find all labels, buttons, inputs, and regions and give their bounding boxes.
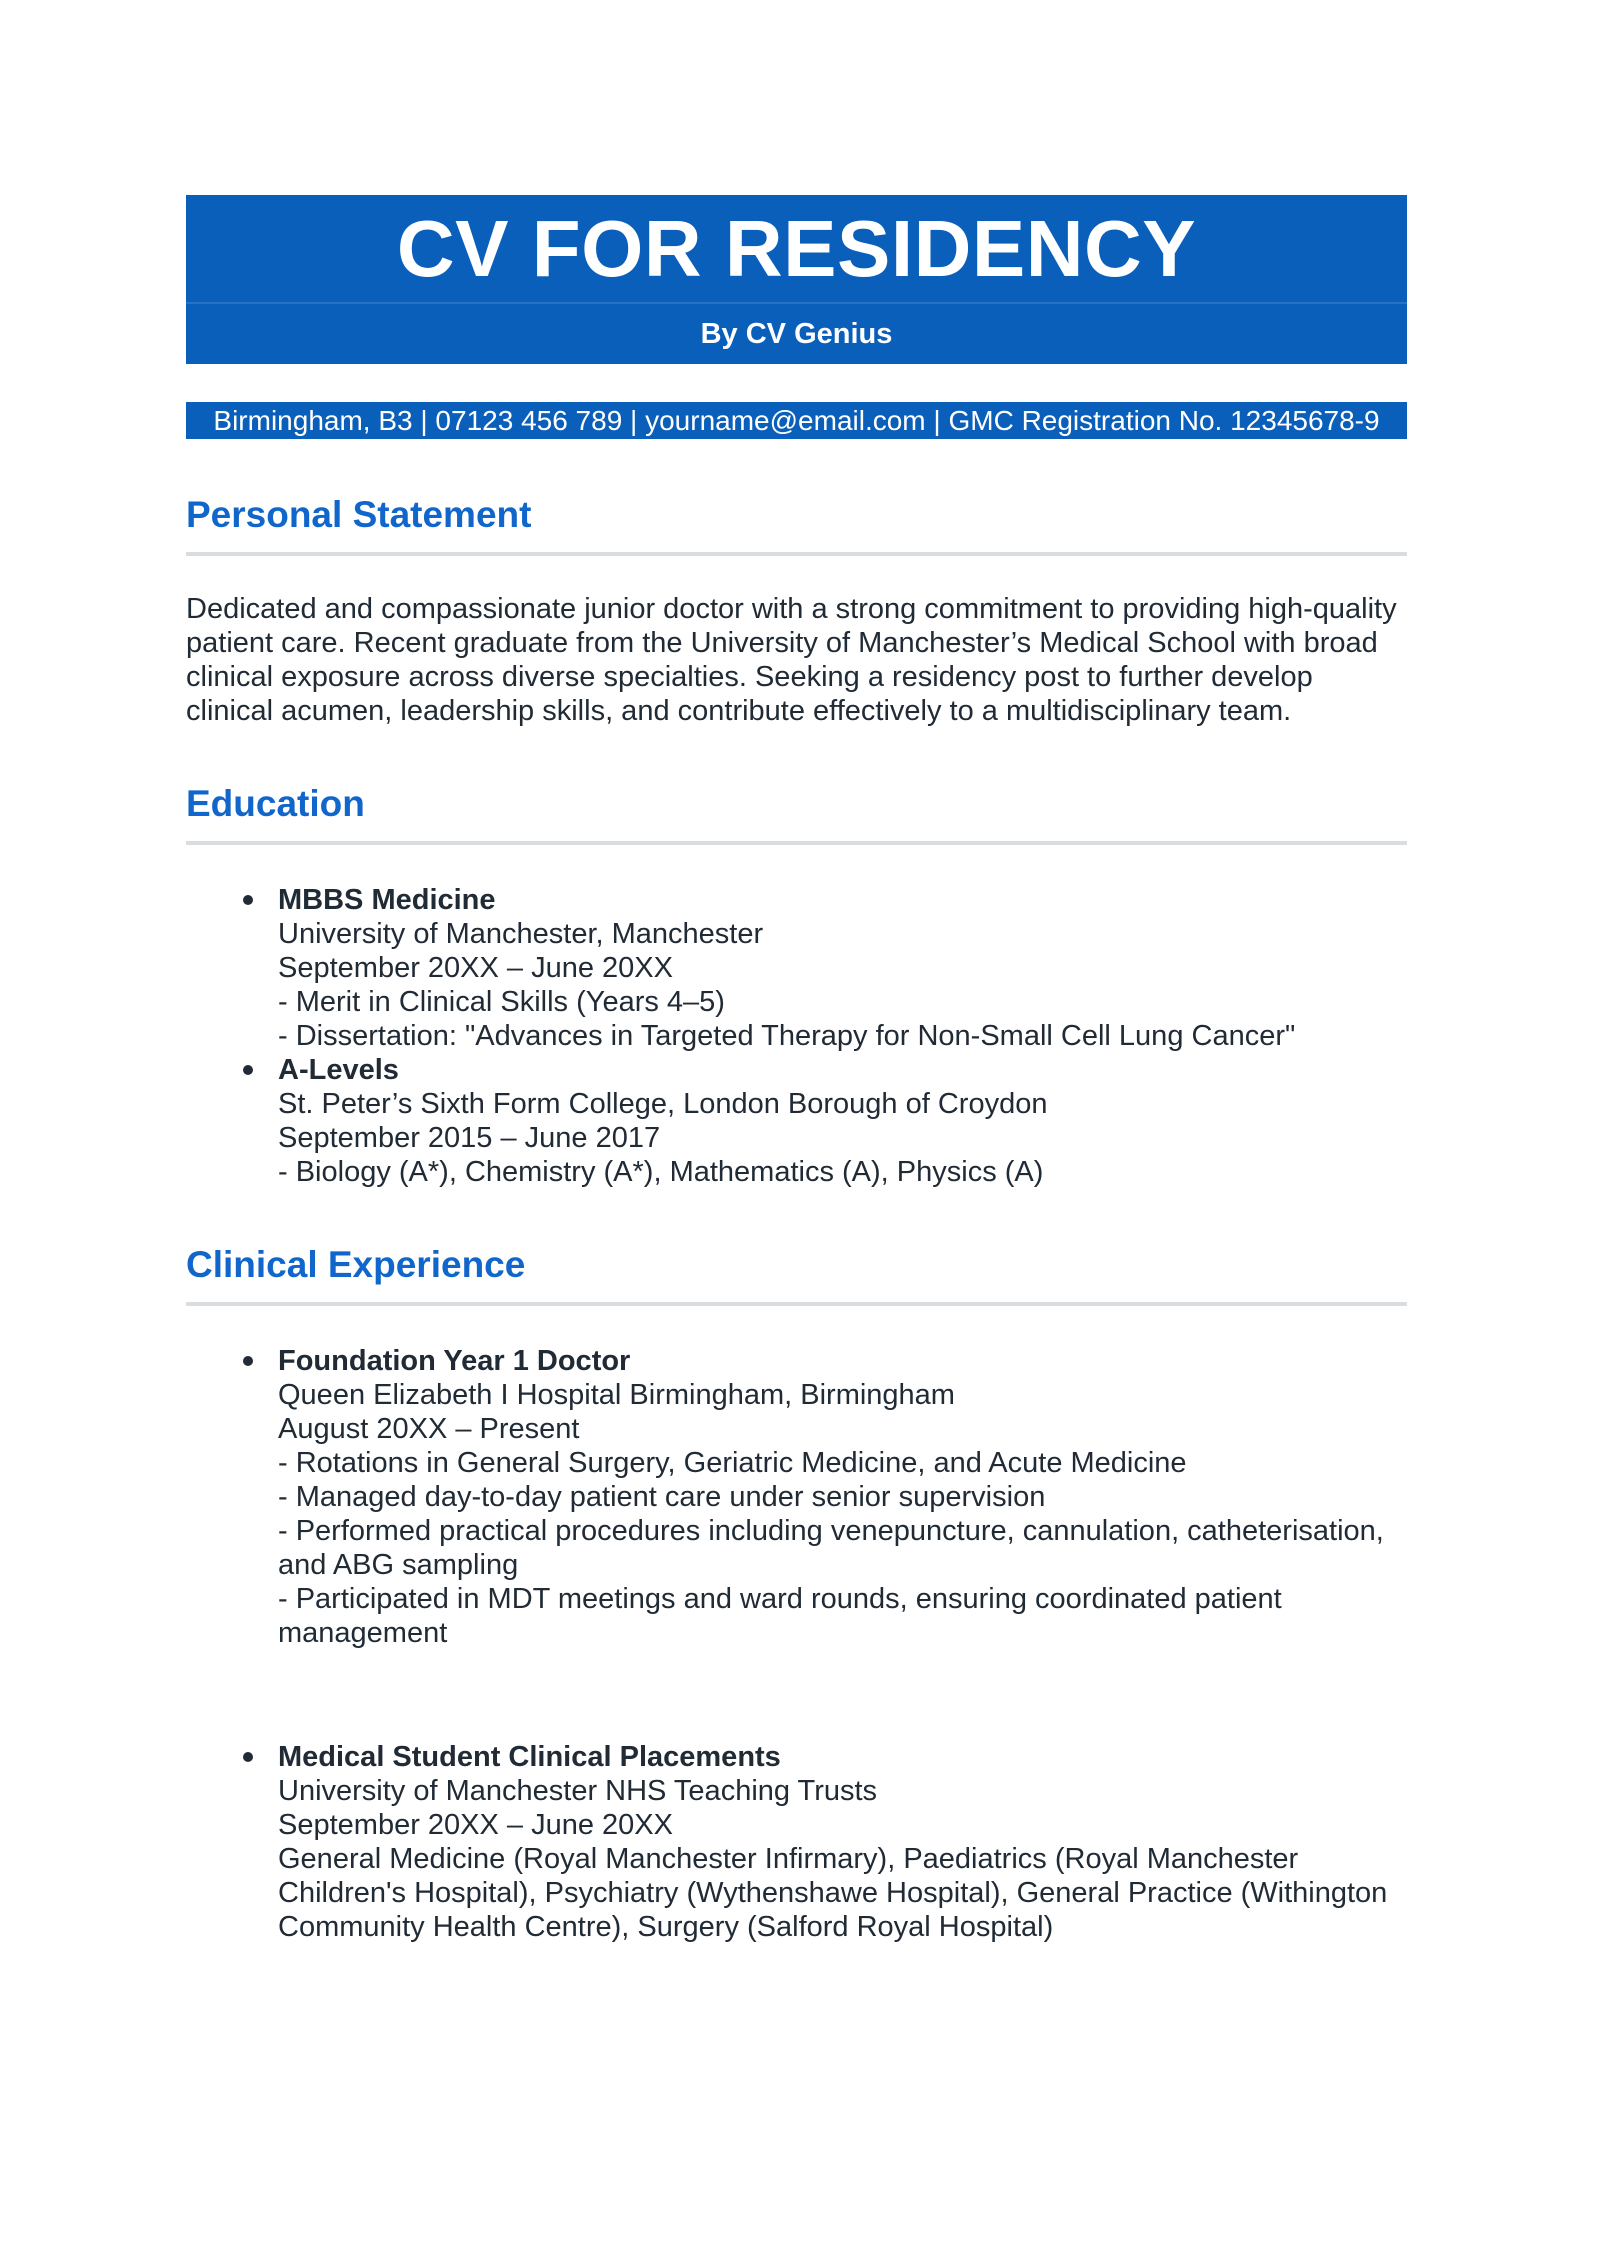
section-education [186,782,1407,1189]
page-title: CV FOR RESIDENCY [396,203,1197,293]
entry-line: - Biology (A*), Chemistry (A*), Mathematics (A), Physics (A) [278,1156,1044,1188]
entry [186,1053,1407,1189]
byline: By CV Genius [700,317,893,350]
entry-list [186,1344,1407,1944]
entry-line: - Participated in MDT meetings and ward rounds, ensuring coordinated patient management [278,1583,1282,1649]
entry-title: Foundation Year 1 Doctor [278,1345,631,1377]
header-band [186,195,1407,364]
section-heading: Clinical Experience [186,1244,526,1285]
section-rule [186,841,1407,845]
bullet-icon [243,1065,253,1075]
entry [186,1740,1407,1944]
section-heading: Education [186,783,365,824]
section-rule [186,552,1407,556]
entry-line: - Performed practical procedures including venepuncture, cannulation, catheterisation, and ABG sampling [278,1515,1384,1581]
entry-line: General Medicine (Royal Manchester Infirmary), Paediatrics (Royal Manchester Children's Hospital), Psychiatry (Wythenshawe Hospital), General Practice (Withington Community Health Centre), Surgery (Salford Royal Hospital) [278,1843,1388,1943]
entry-line: September 20XX – June 20XX [278,1809,673,1841]
entry-line: September 2015 – June 2017 [278,1122,661,1154]
entry-line: - Managed day-to-day patient care under senior supervision [278,1481,1046,1513]
entry-line: - Merit in Clinical Skills (Years 4–5) [278,986,725,1018]
entry-title: A-Levels [278,1054,399,1086]
entry-line: University of Manchester, Manchester [278,918,764,950]
entry-body [278,883,1407,1053]
bullet-icon [243,1356,253,1366]
entry [186,1344,1407,1650]
title-row [186,195,1407,302]
bullet-icon [243,895,253,905]
section-personal-statement [186,493,1407,728]
section-clinical-experience [186,1243,1407,1944]
subtitle-row [186,302,1407,364]
entry-title: Medical Student Clinical Placements [278,1741,781,1773]
entry-list [186,883,1407,1189]
entry-title: MBBS Medicine [278,884,496,916]
entry [186,883,1407,1053]
entry-line: University of Manchester NHS Teaching Trusts [278,1775,878,1807]
section-rule [186,1302,1407,1306]
contact-band [186,402,1407,439]
entry-line: St. Peter’s Sixth Form College, London Borough of Croydon [278,1088,1048,1120]
entry-line: - Rotations in General Surgery, Geriatric Medicine, and Acute Medicine [278,1447,1187,1479]
entry-line: - Dissertation: "Advances in Targeted Therapy for Non-Small Cell Lung Cancer" [278,1020,1296,1052]
document-body [186,493,1407,1944]
entry-line: August 20XX – Present [278,1413,580,1445]
entry-body [278,1740,1407,1944]
entry-line: Queen Elizabeth I Hospital Birmingham, Birmingham [278,1379,955,1411]
bullet-icon [243,1752,253,1762]
entry-body [278,1053,1407,1189]
section-heading: Personal Statement [186,494,532,535]
entry-body [278,1344,1407,1650]
contact-line: Birmingham, B3 | 07123 456 789 | yourname@email.com | GMC Registration No. 12345678-9 [213,404,1380,436]
entry-line: September 20XX – June 20XX [278,952,673,984]
section-paragraph: Dedicated and compassionate junior doctor with a strong commitment to providing high-quality patient care. Recent graduate from the University of Manchester’s Medical School with broad clinical exposure across diverse specialties. Seeking a residency post to further develop clinical acumen, leadership skills, and contribute effectively to a multidisciplinary team. [186,593,1397,727]
